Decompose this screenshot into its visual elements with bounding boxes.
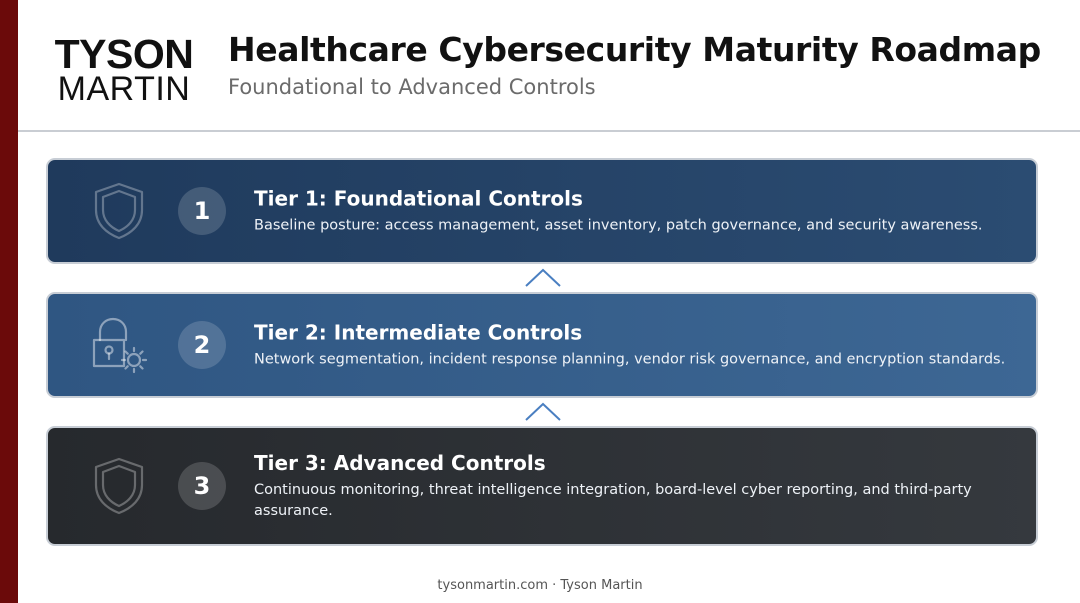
tier-description: Continuous monitoring, threat intelligence integration, board-level cyber reporting, and third-party assurance. <box>254 482 972 519</box>
accent-bar <box>0 0 18 603</box>
chevron-up-icon <box>524 267 562 289</box>
tier-1-card <box>46 158 1038 264</box>
shield-icon <box>88 455 150 517</box>
tier-title: Tier 2: Intermediate Controls <box>254 320 583 345</box>
tier-2-card <box>46 292 1038 398</box>
chevron-up-icon <box>524 401 562 423</box>
logo-line-2: MARTIN <box>57 70 191 108</box>
tier-description: Baseline posture: access management, asset inventory, patch governance, and security awareness. <box>254 217 983 234</box>
lock-gear-icon <box>88 314 150 376</box>
shield-icon <box>88 180 150 242</box>
tier-number: 2 <box>178 321 226 369</box>
header-divider <box>18 130 1080 132</box>
footer-credit: tysonmartin.com · Tyson Martin <box>437 578 643 593</box>
tier-title: Tier 3: Advanced Controls <box>254 451 546 475</box>
tier-description: Network segmentation, incident response planning, vendor risk governance, and encryption standards. <box>254 351 1006 368</box>
page-subtitle: Foundational to Advanced Controls <box>228 75 596 99</box>
logo <box>46 31 202 108</box>
page-title: Healthcare Cybersecurity Maturity Roadmap <box>228 30 1041 69</box>
tier-number: 3 <box>178 462 226 510</box>
tier-number: 1 <box>178 187 226 235</box>
tier-3-card <box>46 426 1038 546</box>
tier-title: Tier 1: Foundational Controls <box>254 186 583 211</box>
logo-line-1: TYSON <box>54 31 194 77</box>
